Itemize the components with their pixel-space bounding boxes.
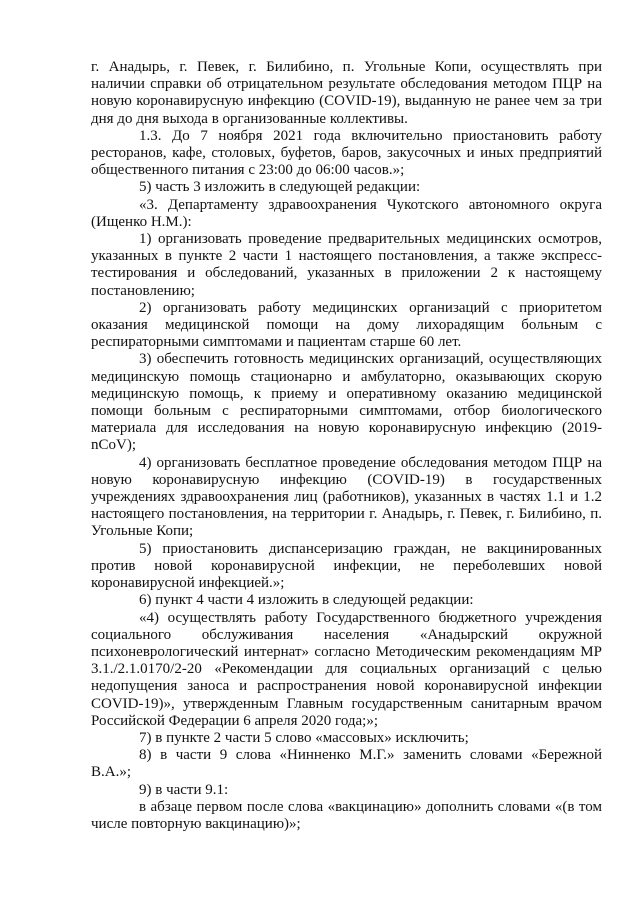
- paragraph-item-8: 8) в части 9 слова «Нинненко М.Г.» заменить словами «Бережной В.А.»;: [91, 747, 602, 781]
- paragraph-part-3-item-5: 5) приостановить диспансеризацию граждан, не вакцинированных против новой коронавирусной инфекции, не переболевших новой коронавирусной инфекцией.»;: [91, 540, 602, 592]
- paragraph-continuation: г. Анадырь, г. Певек, г. Билибино, п. Угольные Копи, осуществлять при наличии справки об отрицательном результате обследования методом ПЦР на новую коронавирусную инфекцию (COVID-19), выданную не ранее чем за три дня до дня выхода в организованные коллективы.: [91, 59, 602, 127]
- paragraph-item-9: 9) в части 9.1:: [139, 781, 229, 798]
- document-body: [91, 59, 602, 833]
- paragraph-part-3-heading: «3. Департаменту здравоохранения Чукотского автономного округа (Ищенко Н.М.):: [91, 196, 602, 230]
- paragraph-part-3-item-4: 4) организовать бесплатное проведение обследования методом ПЦР на новую коронавирусную инфекцию (COVID-19) в государственных учреждениях здравоохранения лиц (работников), указанных в частях 1.1 и 1.2 настоящего постановления, на территории г. Анадырь, г. Певек, г. Билибино, п. Угольные Копи;: [91, 454, 602, 540]
- paragraph-part-3-item-3: 3) обеспечить готовность медицинских организаций, осуществляющих медицинскую помощь стационарно и амбулаторно, оказывающих скорую медицинскую помощь, к приему и оперативному оказанию медицинской помощи больным с респираторными симптомами, отбор биологического материала для исследования на новую коронавирусную инфекцию (2019-nCoV);: [91, 351, 602, 454]
- paragraph-item-6: 6) пункт 4 части 4 изложить в следующей редакции:: [139, 592, 474, 609]
- paragraph-item-7: 7) в пункте 2 части 5 слово «массовых» исключить;: [139, 729, 469, 746]
- paragraph-part-3-item-2: 2) организовать работу медицинских организаций с приоритетом оказания медицинской помощи на дому лихорадящим больным с респираторными симптомами и пациентам старше 60 лет.: [91, 299, 602, 351]
- paragraph-1-3: 1.3. До 7 ноября 2021 года включительно приостановить работу ресторанов, кафе, столовых, буфетов, баров, закусочных и иных предприятий общественного питания с 23:00 до 06:00 часов.»;: [91, 127, 602, 179]
- paragraph-item-5: 5) часть 3 изложить в следующей редакции:: [139, 179, 421, 196]
- paragraph-part-3-item-1: 1) организовать проведение предварительных медицинских осмотров, указанных в пункте 2 части 1 настоящего постановления, а также экспресс-тестирования и обследований, указанных в приложении 2 к настоящему постановлению;: [91, 231, 602, 299]
- paragraph-item-4-new-text: «4) осуществлять работу Государственного бюджетного учреждения социального обслуживания населения «Анадырский окружной психоневрологический интернат» согласно Методическим рекомендациям МР 3.1./2.1.0170/2-20 «Рекомендации для социальных организаций с целью недопущения заноса и распространения новой коронавирусной инфекции COVID-19)», утвержденным Главным государственным санитарным врачом Российской Федерации 6 апреля 2020 года;»;: [91, 609, 602, 729]
- paragraph-item-9-first-abzats: в абзаце первом после слова «вакцинацию» дополнить словами «(в том числе повторную вакцинацию)»;: [91, 798, 602, 832]
